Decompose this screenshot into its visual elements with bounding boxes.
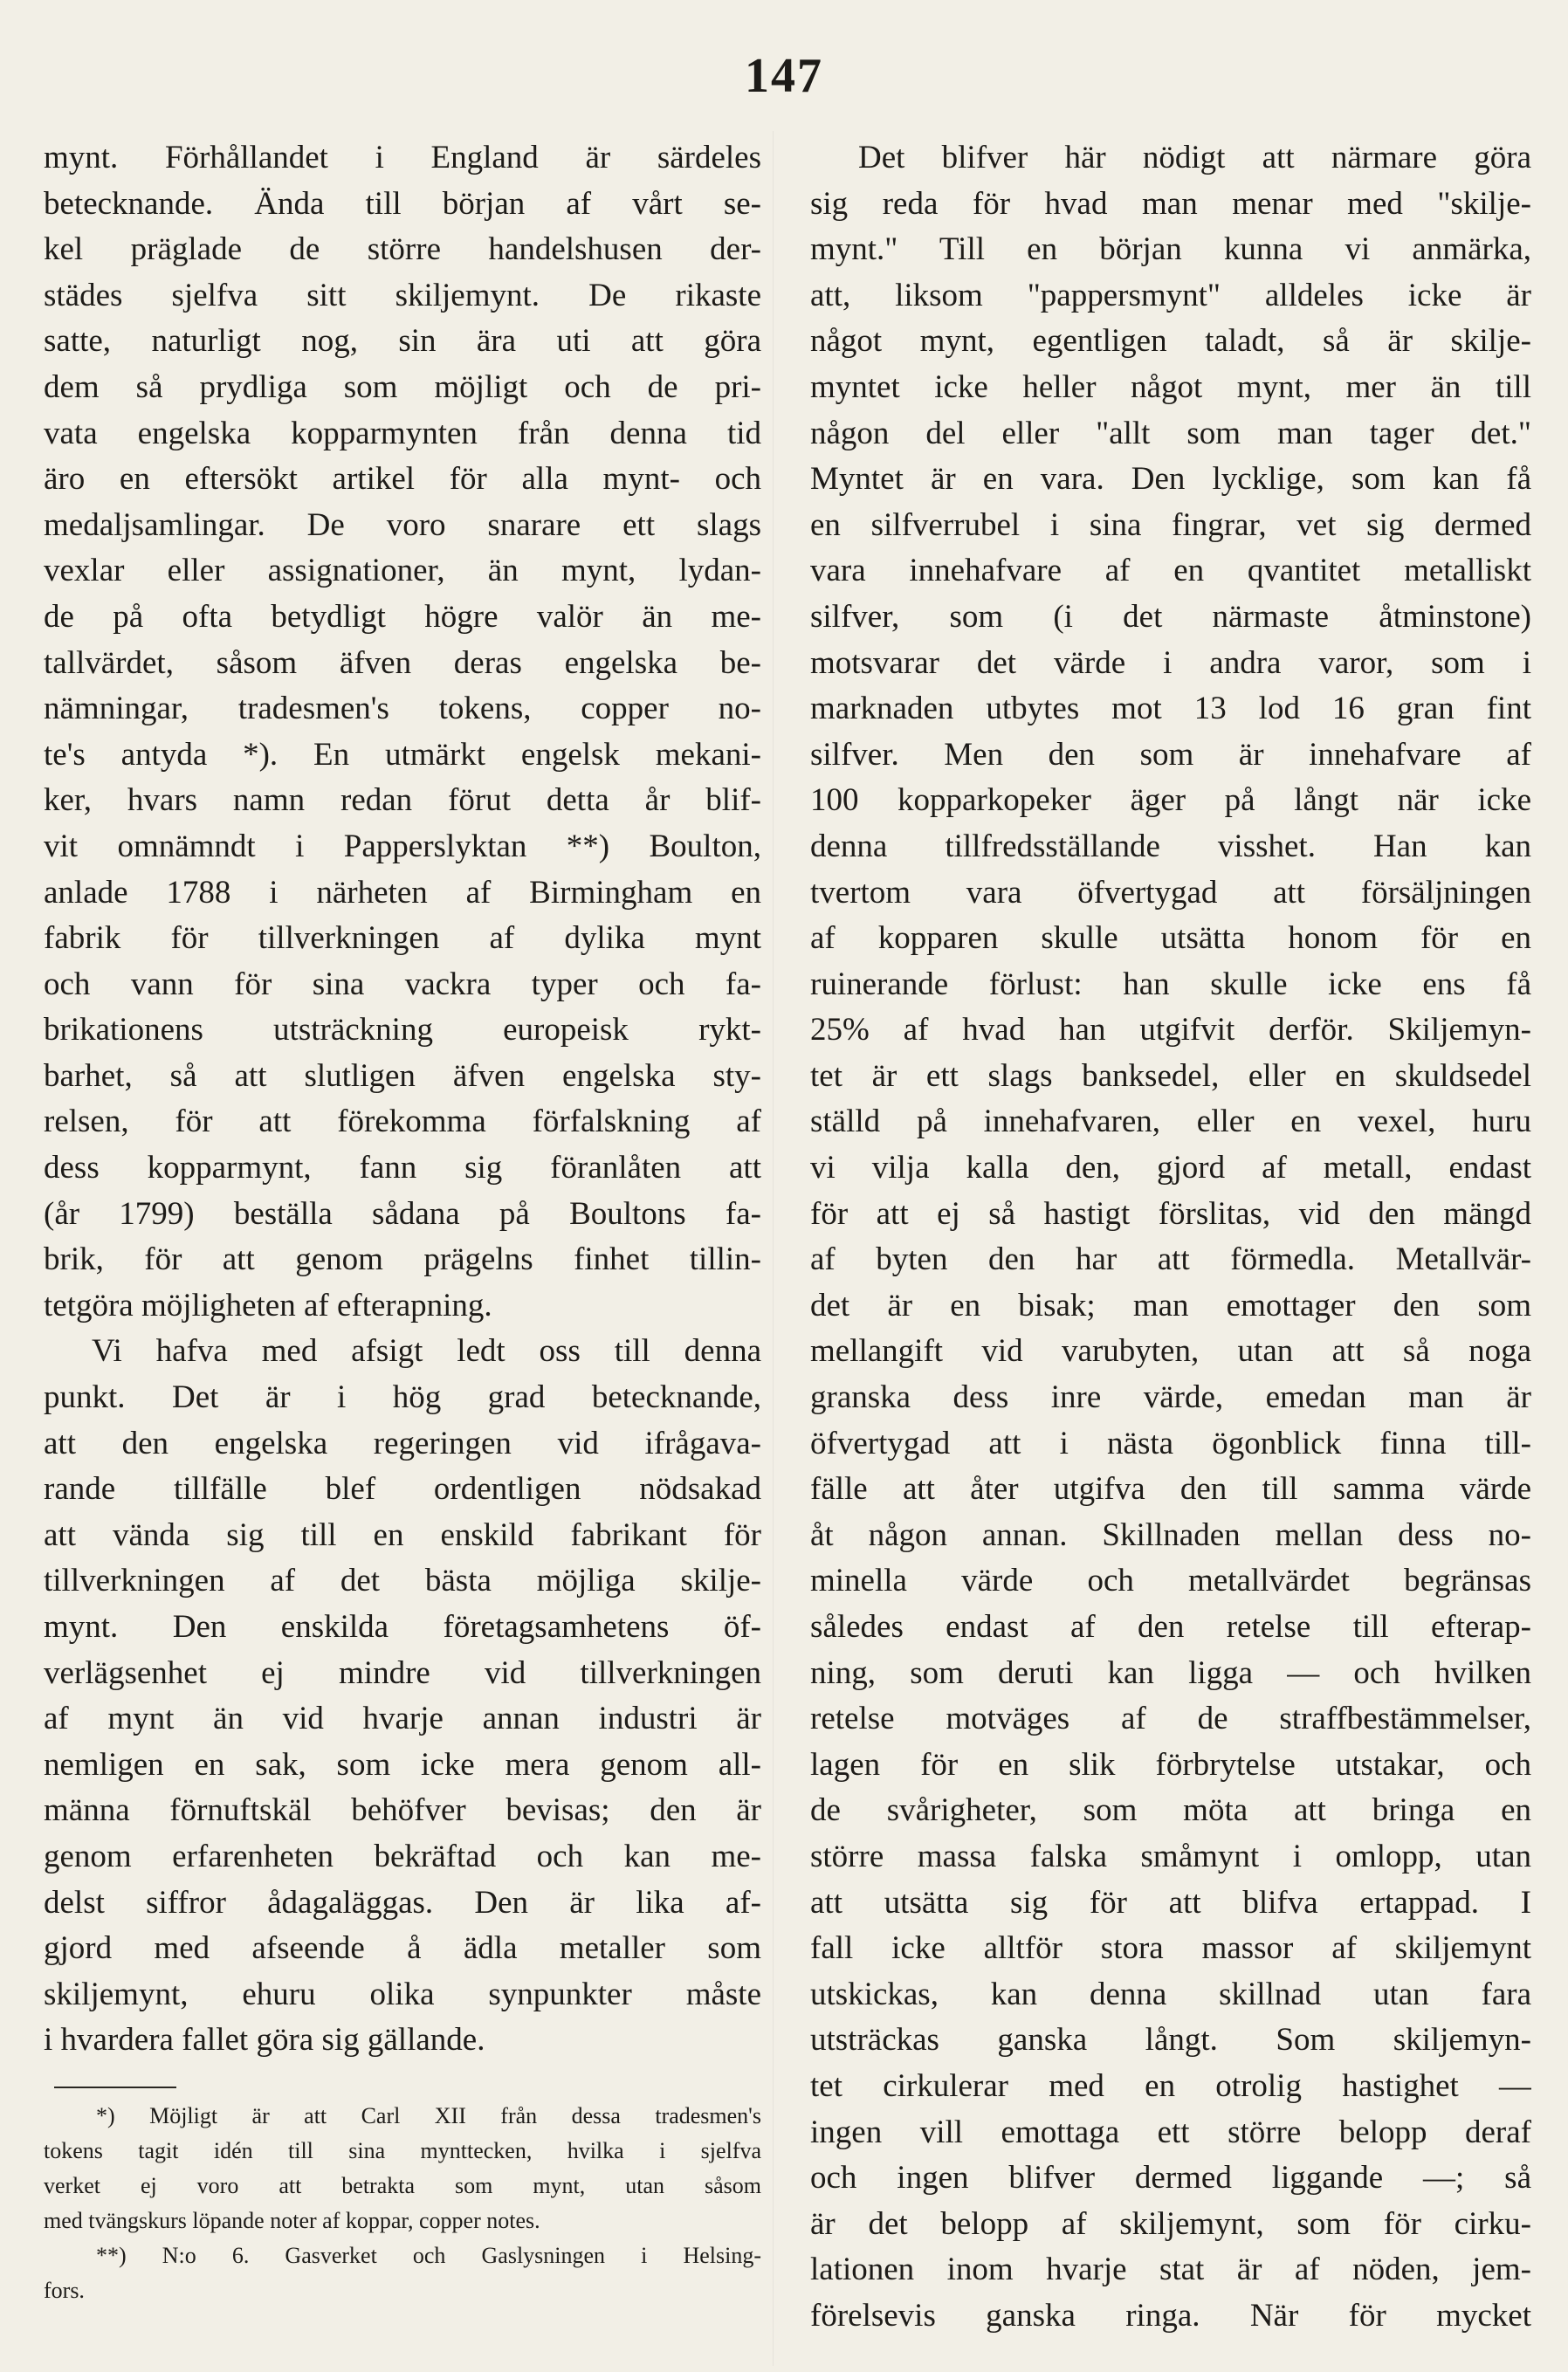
left-column-line: mynt. Förhållandet i England är särdeles	[44, 140, 761, 175]
left-column-line: delst siffror ådagaläggas. Den är lika af-	[44, 1884, 761, 1921]
left-column-line: ker, hvars namn redan förut detta år blif-	[44, 782, 761, 819]
left-column-line: relsen, för att förekomma förfalskning af	[44, 1103, 761, 1140]
right-column-line: marknaden utbytes mot 13 lod 16 gran fint	[810, 691, 1531, 727]
left-column-line: rande tillfälle blef ordentligen nödsakad	[44, 1471, 761, 1508]
left-column-line: nämningar, tradesmen's tokens, copper no-	[44, 691, 761, 727]
left-column-line: tetgöra möjligheten af efterapning.	[44, 1287, 492, 1324]
left-column-line: städes sjelfva sitt skiljemynt. De rikaste	[44, 277, 761, 313]
right-column-line: 25% af hvad han utgifvit derför. Skiljemyn-	[810, 1012, 1531, 1048]
right-column-line: att, liksom "pappersmynt" alldeles icke är	[810, 277, 1531, 313]
right-column-line: sig reda för hvad man menar med "skilje-	[810, 185, 1531, 222]
footnotes-line: fors.	[44, 2277, 85, 2303]
left-column-line: te's antyda *). En utmärkt engelsk mekani-	[44, 736, 761, 773]
right-column-line: lagen för en slik förbrytelse utstakar, och	[810, 1746, 1531, 1783]
right-column-line: är det belopp af skiljemynt, som för cirku-	[810, 2205, 1531, 2242]
left-column	[44, 135, 761, 2308]
right-column-line: en silfverrubel i sina fingrar, vet sig dermed	[810, 506, 1531, 543]
right-column-line: retelse motväges af de straffbestämmelser,	[810, 1701, 1531, 1737]
left-column-line: kel präglade de större handelshusen der-	[44, 231, 761, 268]
left-column-line: anlade 1788 i närheten af Birmingham en	[44, 874, 761, 911]
footnotes-line: med tvängskurs löpande noter af koppar, copper notes.	[44, 2207, 540, 2233]
left-column-line: brikationens utsträckning europeisk rykt-	[44, 1012, 761, 1048]
footnotes-line: tokens tagit idén till sina mynttecken, hvilka i sjelfva	[44, 2137, 761, 2163]
right-column-line: någon del eller "allt som man tager det."	[810, 415, 1531, 451]
right-column-line: af byten den har att förmedla. Metallvär-	[810, 1241, 1531, 1278]
footnote-rule	[54, 2087, 176, 2088]
right-column-line: fall icke alltför stora massor af skiljemynt	[810, 1930, 1531, 1967]
right-column-line: Det blifver här nödigt att närmare göra	[858, 140, 1531, 175]
right-column-line: tvertom vara öfvertygad att försäljningen	[810, 874, 1531, 911]
right-column-line: myntet icke heller något mynt, mer än till	[810, 368, 1531, 405]
left-column-line: dess kopparmynt, fann sig föranlåten att	[44, 1150, 761, 1186]
right-column-line: således endast af den retelse till efterap-	[810, 1609, 1531, 1645]
left-column-line: i hvardera fallet göra sig gällande.	[44, 2022, 485, 2059]
right-column-line: 100 kopparkopeker äger på långt när icke	[810, 782, 1531, 819]
right-column-line: de svårigheter, som möta att bringa en	[810, 1792, 1531, 1829]
page-number: 147	[745, 49, 823, 103]
left-column-line: tallvärdet, såsom äfven deras engelska be-	[44, 644, 761, 681]
right-column-line: vara innehafvare af en qvantitet metalliskt	[810, 553, 1531, 589]
right-column-line: Myntet är en vara. Den lycklige, som kan få	[810, 461, 1531, 498]
right-column-line: vi vilja kalla den, gjord af metall, endast	[810, 1150, 1531, 1186]
right-column-line: mellangift vid varubyten, utan att så noga	[810, 1333, 1531, 1370]
right-column-line: och ingen blifver dermed liggande —; så	[810, 2160, 1531, 2197]
right-column-line: större massa falska småmynt i omlopp, utan	[810, 1838, 1531, 1874]
right-column-line: motsvarar det värde i andra varor, som i	[810, 644, 1531, 681]
left-column-text	[44, 135, 761, 2064]
right-column-line: minella värde och metallvärdet begränsas	[810, 1563, 1531, 1599]
left-column-line: att vända sig till en enskild fabrikant för	[44, 1516, 761, 1553]
right-column	[810, 135, 1531, 2340]
left-column-line: punkt. Det är i hög grad betecknande,	[44, 1379, 761, 1416]
right-column-line: utsträckas ganska långt. Som skiljemyn-	[810, 2022, 1531, 2059]
left-column-line: vexlar eller assignationer, än mynt, lydan-	[44, 553, 761, 589]
right-column-line: lationen inom hvarje stat är af nöden, jem-	[810, 2252, 1531, 2288]
right-column-line: åt någon annan. Skillnaden mellan dess no-	[810, 1516, 1531, 1553]
left-column-line: medaljsamlingar. De voro snarare ett slags	[44, 506, 761, 543]
left-column-line: nemligen en sak, som icke mera genom all-	[44, 1746, 761, 1783]
right-column-line: silfver. Men den som är innehafvare af	[810, 736, 1531, 773]
left-column-line: tillverkningen af det bästa möjliga skilje-	[44, 1563, 761, 1599]
left-column-line: vit omnämndt i Papperslyktan **) Boulton,	[44, 828, 761, 864]
right-column-line: att utsätta sig för att blifva ertappad. I	[810, 1884, 1531, 1921]
right-column-line: ning, som deruti kan ligga — och hvilken	[810, 1654, 1531, 1691]
right-column-line: förelsevis ganska ringa. När för mycket	[810, 2297, 1531, 2334]
right-column-line: det är en bisak; man emottager den som	[810, 1287, 1531, 1324]
footnotes	[44, 2099, 761, 2308]
left-column-line: och vann för sina vackra typer och fa-	[44, 966, 761, 1002]
right-column-line: ställd på innehafvaren, eller en vexel, huru	[810, 1103, 1531, 1140]
left-column-line: vata engelska kopparmynten från denna tid	[44, 415, 761, 451]
left-column-line: barhet, så att slutligen äfven engelska sty-	[44, 1057, 761, 1094]
footnotes-line: **) N:o 6. Gasverket och Gaslysningen i Helsing-	[96, 2242, 761, 2268]
left-column-line: skiljemynt, ehuru olika synpunkter måste	[44, 1976, 761, 2012]
right-column-line: ruinerande förlust: han skulle icke ens få	[810, 966, 1531, 1002]
left-column-line: af mynt än vid hvarje annan industri är	[44, 1701, 761, 1737]
left-column-line: verlägsenhet ej mindre vid tillverkningen	[44, 1654, 761, 1691]
left-column-line: äro en eftersökt artikel för alla mynt- och	[44, 461, 761, 498]
left-column-line: dem så prydliga som möjligt och de pri-	[44, 368, 761, 405]
right-column-line: silfver, som (i det närmaste åtminstone)	[810, 598, 1531, 635]
right-column-line: tet är ett slags banksedel, eller en skuldsedel	[810, 1057, 1531, 1094]
column-gutter	[773, 131, 774, 2366]
left-column-line: betecknande. Ända till början af vårt se-	[44, 185, 761, 222]
footnotes-line: verket ej voro att betrakta som mynt, utan såsom	[44, 2172, 761, 2198]
left-column-line: satte, naturligt nog, sin ära uti att göra	[44, 323, 761, 360]
right-column-line: af kopparen skulle utsätta honom för en	[810, 920, 1531, 957]
right-column-line: ingen vill emottaga ett större belopp deraf	[810, 2114, 1531, 2150]
right-column-line: tet cirkulerar med en otrolig hastighet —	[810, 2067, 1531, 2104]
left-column-line: genom erfarenheten bekräftad och kan me-	[44, 1838, 761, 1874]
footnotes-line: *) Möjligt är att Carl XII från dessa tradesmen's	[96, 2102, 761, 2128]
right-column-line: för att ej så hastigt förslitas, vid den mängd	[810, 1195, 1531, 1232]
left-column-line: brik, för att genom prägelns finhet tillin-	[44, 1241, 761, 1278]
right-column-line: granska dess inre värde, emedan man är	[810, 1379, 1531, 1416]
right-column-line: mynt." Till en början kunna vi anmärka,	[810, 231, 1531, 268]
right-column-line: utskickas, kan denna skillnad utan fara	[810, 1976, 1531, 2012]
right-column-line: öfvertygad att i nästa ögonblick finna till-	[810, 1425, 1531, 1461]
right-column-line: denna tillfredsställande visshet. Han kan	[810, 828, 1531, 864]
left-column-line: Vi hafva med afsigt ledt oss till denna	[92, 1333, 761, 1370]
left-column-line: mynt. Den enskilda företagsamhetens öf-	[44, 1609, 761, 1645]
left-column-line: männa förnuftskäl behöfver bevisas; den är	[44, 1792, 761, 1829]
right-column-text	[810, 135, 1531, 2340]
right-column-line: fälle att åter utgifva den till samma värde	[810, 1471, 1531, 1508]
left-column-line: de på ofta betydligt högre valör än me-	[44, 598, 761, 635]
left-column-line: fabrik för tillverkningen af dylika mynt	[44, 920, 761, 957]
right-column-line: något mynt, egentligen taladt, så är skilje-	[810, 323, 1531, 360]
left-column-line: att den engelska regeringen vid ifrågava-	[44, 1425, 761, 1461]
left-column-line: (år 1799) beställa sådana på Boultons fa-	[44, 1195, 761, 1232]
left-column-line: gjord med afseende å ädla metaller som	[44, 1930, 761, 1967]
